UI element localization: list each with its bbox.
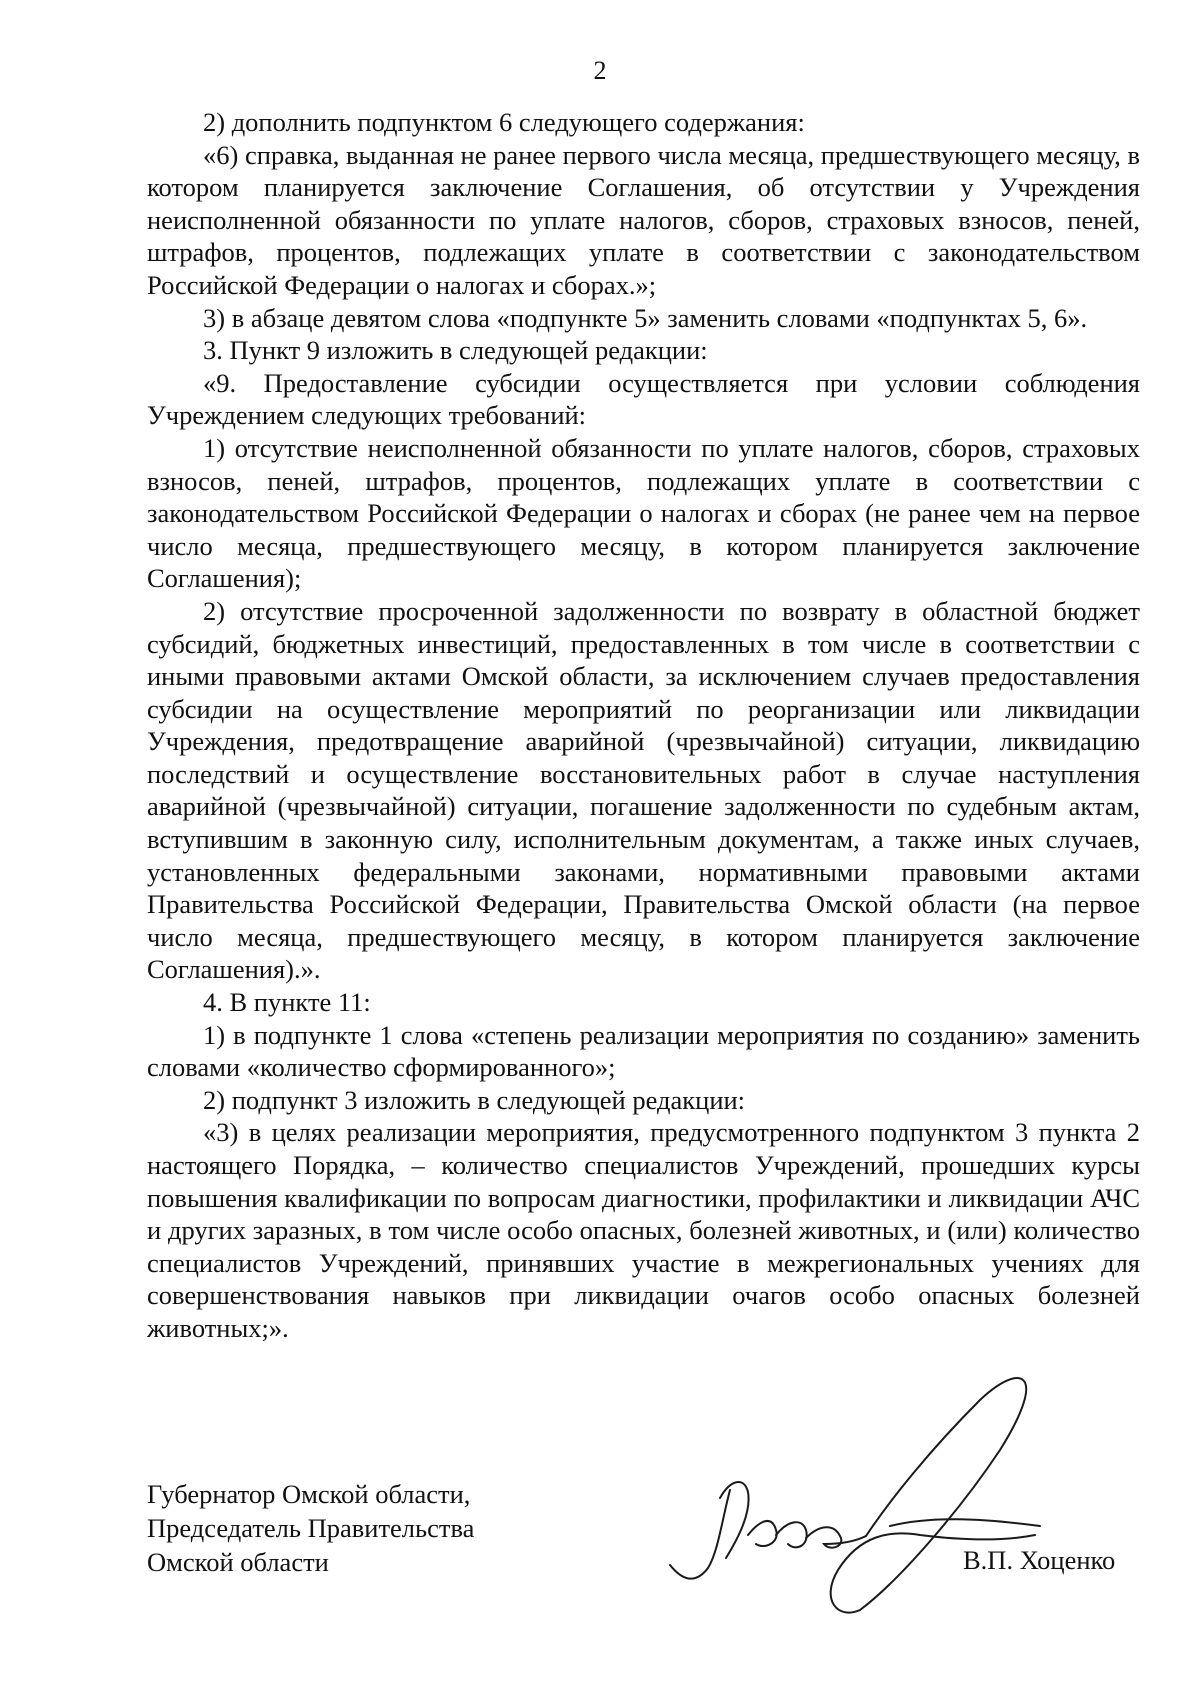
- handwritten-signature: [660, 1330, 1110, 1630]
- signatory-position: [147, 1477, 474, 1579]
- paragraph: 2) отсутствие просроченной задолженности по возврату в областной бюджет субсидий, бюджетных инвестиций, предоставленных в том числе в соответствии с иными правовыми актами Омской области, за исключением случаев предоставления субсидии на осуществление мероприятий по реорганизации или ликвидации Учреждения, предотвращение аварийной (чрезвычайной) ситуации, ликвидацию последствий и осуществление восстановительных работ в случае наступления аварийной (чрезвычайной) ситуации, погашение задолженности по судебным актам, вступившим в законную силу, исполнительным документам, а также иных случаев, установленных федеральными законами, нормативными правовыми актами Правительства Российской Федерации, Правительства Омской области (на первое число месяца, предшествующего месяцу, в котором планируется заключение Соглашения).».: [147, 595, 1140, 985]
- paragraph: «3) в целях реализации мероприятия, предусмотренного подпунктом 3 пункта 2 настоящего Порядка, – количество специалистов Учреждений, прошедших курсы повышения квалификации по вопросам диагностики, профилактики и ликвидации АЧС и других заразных, в том числе особо опасных, болезней животных, и (или) количество специалистов Учреждений, принявших участие в межрегиональных учениях для совершенствования навыков при ликвидации очагов особо опасных болезней животных;».: [147, 1117, 1140, 1343]
- signatory-name: В.П. Хоценко: [963, 1545, 1116, 1575]
- page-number: 2: [593, 56, 607, 85]
- paragraph: 4. В пункте 11:: [203, 987, 371, 1018]
- signatory-position-line: Губернатор Омской области,: [147, 1479, 471, 1509]
- paragraph: 2) дополнить подпунктом 6 следующего содержания:: [203, 107, 805, 137]
- paragraph: «9. Предоставление субсидии осуществляется при условии соблюдения Учреждением следующих требований:: [147, 367, 1140, 431]
- document-body: [147, 106, 1140, 1345]
- signatory-position-line: Председатель Правительства: [147, 1513, 475, 1543]
- paragraph: 2) подпункт 3 изложить в следующей редакции:: [203, 1084, 746, 1115]
- paragraph: 3. Пункт 9 изложить в следующей редакции:: [203, 335, 708, 366]
- paragraph: 3) в абзаце девятом слова «подпункте 5» заменить словами «подпунктах 5, 6».: [203, 302, 1088, 333]
- paragraph: «6) справка, выданная не ранее первого числа месяца, предшествующего месяцу, в котором планируется заключение Соглашения, об отсутствии у Учреждения неисполненной обязанности по уплате налогов, сборов, страховых взносов, пеней, штрафов, процентов, подлежащих уплате в соответствии с законодательством Российской Федерации о налогах и сборах.»;: [147, 139, 1140, 300]
- paragraph: 1) отсутствие неисполненной обязанности по уплате налогов, сборов, страховых взносов, пеней, штрафов, процентов, подлежащих уплате в соответствии с законодательством Российской Федерации о налогах и сборах (не ранее чем на первое число месяца, предшествующего месяцу, в котором планируется заключение Соглашения);: [147, 432, 1140, 594]
- signatory-position-line: Омской области: [147, 1547, 329, 1577]
- paragraph: 1) в подпункте 1 слова «степень реализации мероприятия по созданию» заменить словами «количество сформированного»;: [147, 1019, 1140, 1083]
